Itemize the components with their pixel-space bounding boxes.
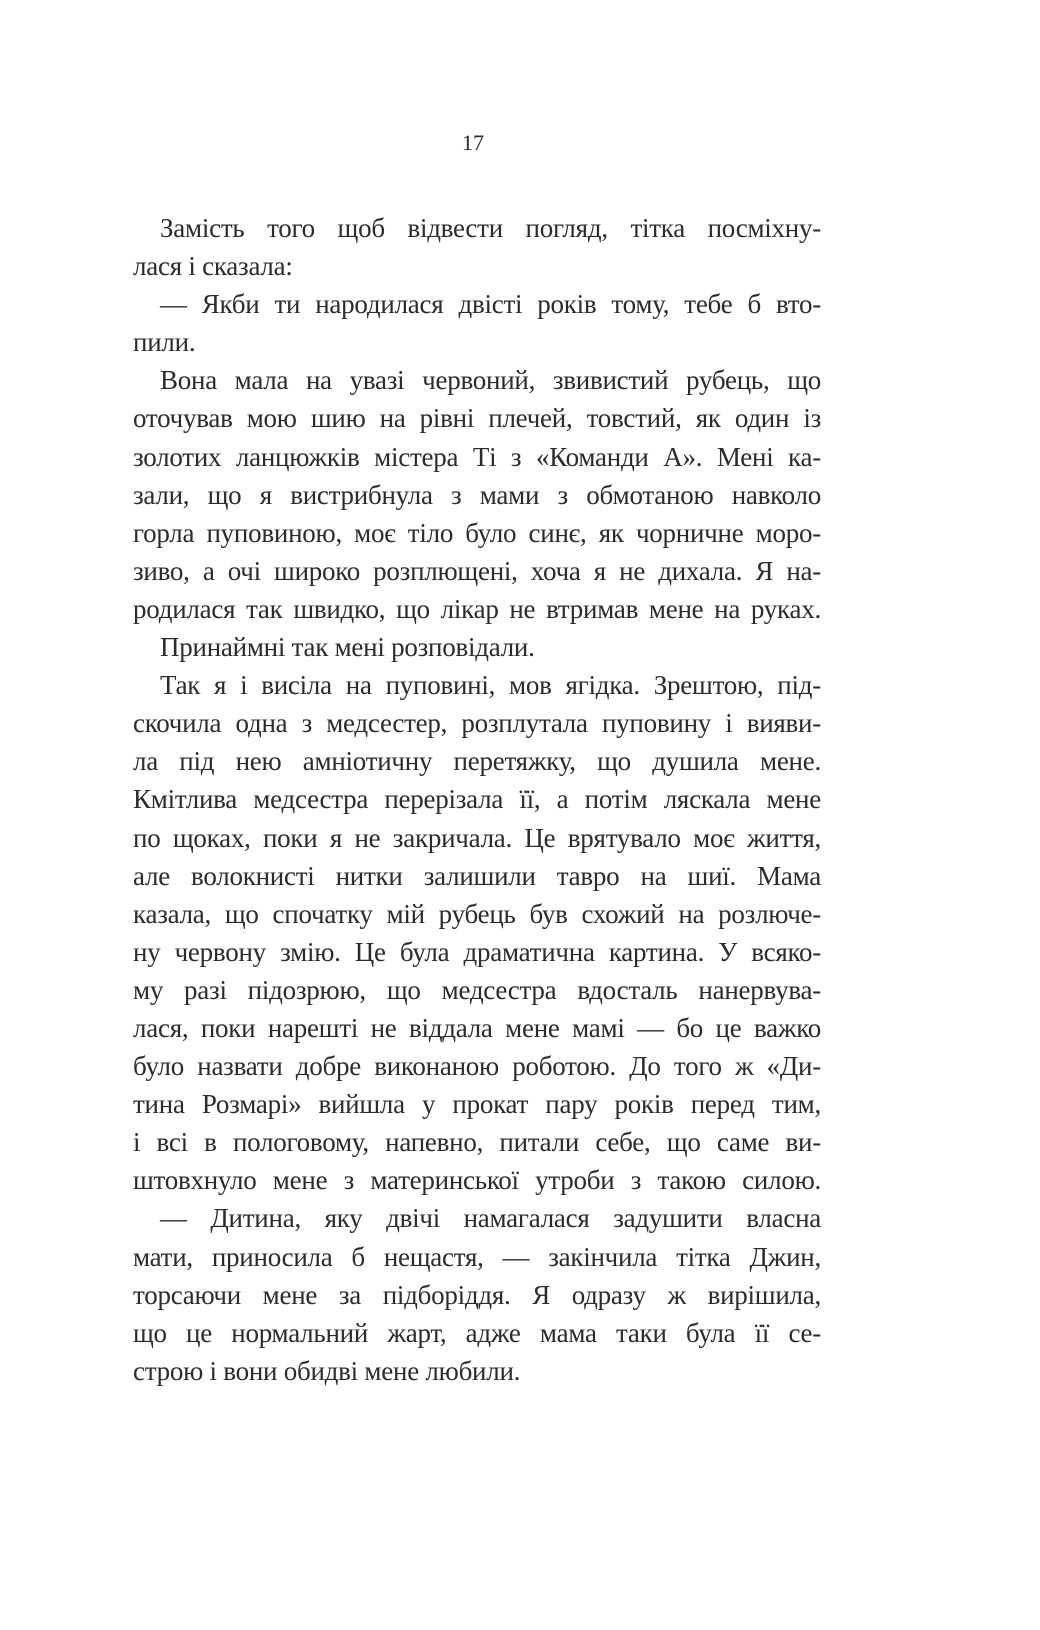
text-line: Вона мала на увазі червоний, звивистий рубець, що	[160, 365, 821, 396]
text-line: строю і вони обидві мене любили.	[133, 1355, 521, 1386]
text-line: але волокнисті нитки залишили тавро на шиї. Мама	[133, 860, 821, 891]
text-line: родилася так швидко, що лікар не втримав мене на руках.	[133, 593, 821, 624]
body-text	[133, 209, 821, 1390]
text-line: горла пуповиною, моє тіло було синє, як чорничне моро-	[133, 517, 821, 548]
text-line: — Якби ти народилася двісті років тому, тебе б вто-	[160, 289, 821, 320]
text-line: штовхнуло мене з материнської утроби з такою силою.	[133, 1165, 821, 1196]
text-line: ла під нею амніотичну перетяжку, що душила мене.	[133, 746, 821, 777]
paragraph	[133, 666, 821, 1199]
page-number: 17	[462, 130, 484, 155]
paragraph	[133, 361, 821, 628]
text-line: Замість того щоб відвести погляд, тітка посміхну-	[160, 213, 821, 243]
text-line: торсаючи мене за підборіддя. Я одразу ж вирішила,	[133, 1279, 821, 1310]
text-line: по щоках, поки я не закричала. Це врятувало моє життя,	[133, 822, 821, 853]
text-line: і всі в пологовому, напевно, питали себе, що саме ви-	[133, 1127, 821, 1158]
text-line: золотих ланцюжків містера Ті з «Команди А». Мені ка-	[133, 441, 821, 472]
text-line: що це нормальний жарт, адже мама таки була її се-	[133, 1317, 821, 1348]
text-line: казала, що спочатку мій рубець був схожий на розлюче-	[133, 898, 821, 929]
text-line: скочила одна з медсестер, розплутала пуповину і вияви-	[133, 708, 821, 739]
text-line: му разі підозрюю, що медсестра вдосталь нанервува-	[133, 974, 821, 1005]
text-line: лася, поки нарешті не віддала мене мамі — бо це важко	[133, 1012, 821, 1043]
text-line: було назвати добре виконаною роботою. До того ж «Ди-	[133, 1051, 821, 1082]
text-line: зиво, а очі широко розплющені, хоча я не дихала. Я на-	[133, 555, 821, 586]
text-line: ну червону змію. Це була драматична картина. У всяко-	[133, 936, 821, 967]
paragraph	[133, 285, 821, 361]
text-line: лася і сказала:	[133, 251, 293, 282]
text-line: Принаймні так мені розповідали.	[160, 632, 535, 663]
text-line: Так я і висіла на пуповині, мов ягідка. Зрештою, під-	[160, 670, 821, 701]
paragraph	[133, 628, 821, 666]
paragraph	[133, 1199, 821, 1389]
text-line: зали, що я вистрибнула з мами з обмотаною навколо	[133, 479, 821, 510]
paragraph	[133, 209, 821, 285]
text-line: мати, приносила б нещастя, — закінчила тітка Джин,	[133, 1241, 821, 1272]
text-line: Кмітлива медсестра перерізала її, а потім ляскала мене	[133, 784, 821, 815]
text-line: — Дитина, яку двічі намагалася задушити власна	[160, 1203, 821, 1234]
text-line: пили.	[133, 327, 196, 358]
text-line: оточував мою шию на рівні плечей, товстий, як один із	[133, 403, 821, 434]
text-line: тина Розмарі» вийшла у прокат пару років перед тим,	[133, 1089, 821, 1120]
